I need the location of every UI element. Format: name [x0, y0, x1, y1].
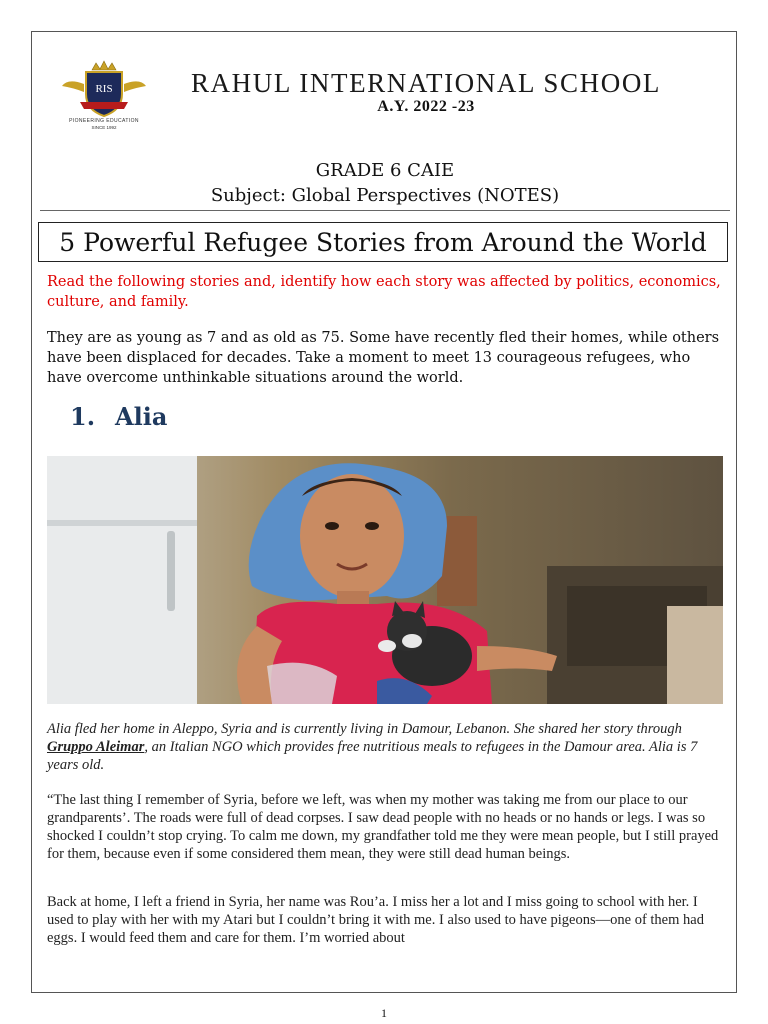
logo-tagline: PIONEERING EDUCATION — [69, 118, 139, 124]
title-box — [38, 222, 728, 262]
logo-since: SINCE 1992 — [91, 125, 117, 130]
section-number: 1. — [70, 402, 96, 431]
subject-heading: Subject: Global Perspectives (NOTES) — [210, 185, 560, 206]
logo-monogram: RIS — [95, 83, 113, 95]
grade-heading: GRADE 6 CAIE — [315, 160, 455, 181]
school-name: RAHUL INTERNATIONAL SCHOOL — [190, 68, 662, 98]
story-paragraph: “The last thing I remember of Syria, before we left, was when my mother was taking me from our place to our grandparents’. The roads were full of dead corpses. I saw dead people with no heads or no hands or legs. I was so shocked I couldn’t stop crying. To calm me down, my grandfather told me they were mean people, but I still prayed for them, because even if some considered them mean, they were still dead human beings. — [47, 792, 719, 862]
alia-photo — [47, 456, 723, 704]
instruction-text: Read the following stories and, identify how each story was affected by politics, economics, culture, and family. — [47, 274, 721, 310]
academic-year: A.Y. 2022 -23 — [377, 98, 475, 115]
page-title: 5 Powerful Refugee Stories from Around the World — [59, 227, 707, 257]
divider — [40, 210, 730, 211]
intro-paragraph: They are as young as 7 and as old as 75. Some have recently fled their homes, while others have been displaced for decades. Take a moment to meet 13 courageous refugees, who have overcome unthinkable situations around the world. — [47, 330, 720, 386]
section-name: Alia — [115, 402, 168, 431]
section-heading — [70, 402, 167, 431]
school-crest-icon — [58, 60, 150, 132]
caption-text-end: , an Italian NGO which provides free nutritious meals to refugees in the Damour area. Alia is 7 years old. — [47, 739, 698, 773]
story-paragraph: Back at home, I left a friend in Syria, her name was Rou’a. I miss her a lot and I miss going to school with her. I used to play with her with my Atari but I couldn’t bring it with me. I also used to have pigeons—one of them had eggs. I would feed them and care for them. I’m worried about — [47, 894, 704, 946]
photo-illustration — [47, 456, 723, 704]
photo-caption — [47, 720, 727, 774]
caption-text-start: Alia fled her home in Aleppo, Syria and is currently living in Damour, Lebanon. She shared her story through — [47, 721, 682, 737]
page-number: 1 — [381, 1006, 387, 1020]
ngo-link[interactable]: Gruppo Aleimar — [47, 739, 145, 755]
school-logo — [58, 60, 150, 132]
